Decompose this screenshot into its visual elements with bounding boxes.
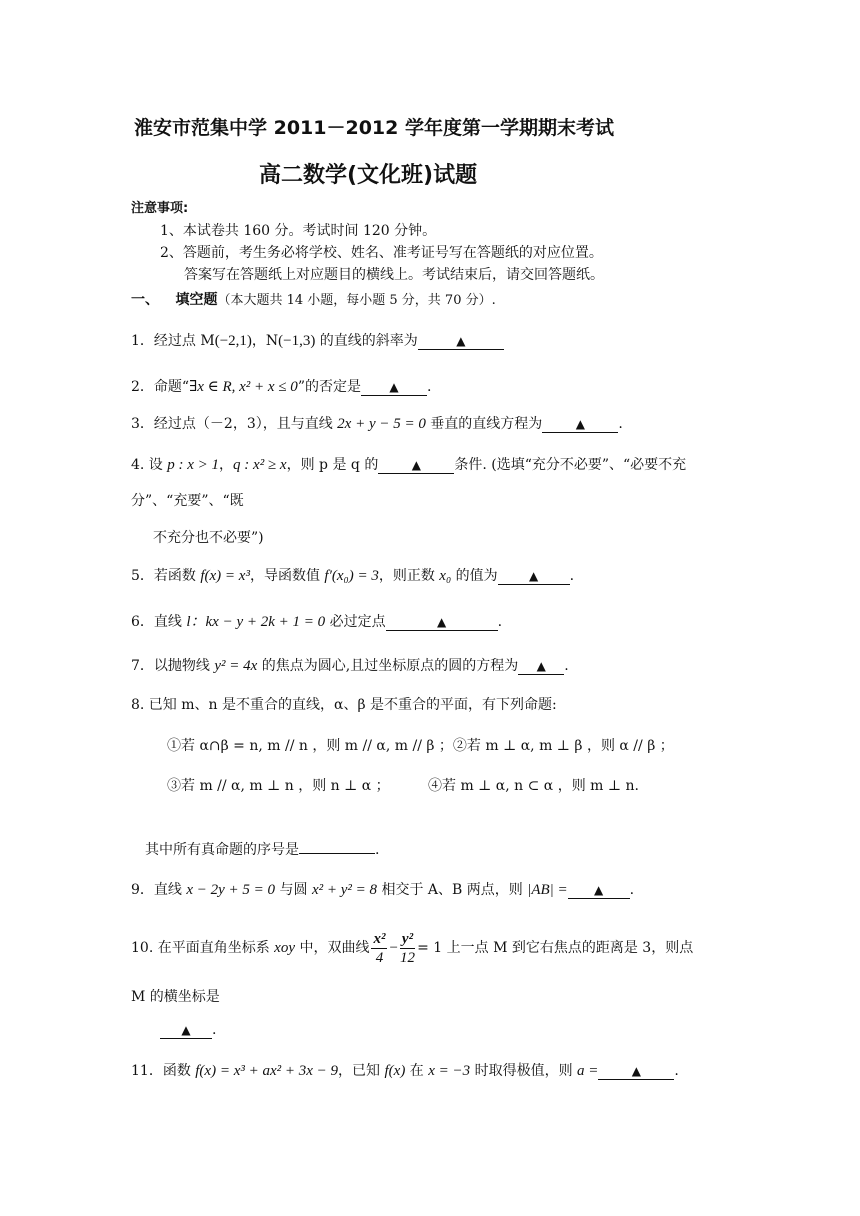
- q4-text: 4. 设: [131, 457, 168, 473]
- q5-derivative: f′(x₀) = 3: [324, 568, 379, 584]
- q4-text-3: ，则 p 是 q 的: [286, 457, 379, 473]
- q10-coordinate-system: xoy: [274, 940, 295, 956]
- q11-text: 11．函数: [131, 1063, 196, 1079]
- q7-text-2: 的焦点为圆心,且过坐标原点的圆的方程为: [257, 658, 519, 674]
- q10-fraction-x: [371, 930, 387, 967]
- q1-text-2: ，N: [251, 333, 279, 349]
- question-6: 6．直线 l：kx − y + 2k + 1 = 0 必过定点 ▲ .: [131, 614, 503, 630]
- exam-title: 淮安市范集中学 2011－2012 学年度第一学期期末考试: [134, 117, 614, 139]
- question-4-cont: 分”、“充要”、“既: [131, 493, 244, 509]
- q7-parabola: y² = 4x: [214, 658, 258, 674]
- q7-answer-blank[interactable]: [518, 658, 564, 675]
- section-label: 一、: [131, 292, 159, 308]
- q8-proposition-4: ④若 m ⊥ α, n ⊂ α ，则 m ⊥ n.: [428, 778, 639, 794]
- question-2: 2．命题“∃x ∈ R, x² + x ≤ 0”的否定是 ▲ .: [131, 379, 432, 395]
- q5-answer-blank[interactable]: [498, 568, 570, 585]
- question-9: 9．直线 x − 2y + 5 = 0 与圆 x² + y² = 8 相交于 A、B 两点，则 |AB| = ▲ .: [131, 882, 635, 898]
- q9-chord-length: |AB| =: [527, 882, 568, 898]
- triangle-icon: ▲: [594, 883, 604, 897]
- q8-answer-blank[interactable]: [299, 837, 375, 854]
- q10-answer-blank[interactable]: [160, 1022, 212, 1039]
- q6-text-2: 必过定点: [325, 614, 386, 630]
- question-10-cont: M 的横坐标是: [131, 989, 220, 1005]
- q2-formula: ∃x ∈ R, x² + x ≤ 0: [189, 379, 298, 395]
- q11-extremum-point: x = −3: [428, 1063, 471, 1079]
- q10-num-y: y²: [401, 930, 414, 947]
- q3-formula: 2x + y − 5 = 0: [337, 416, 426, 432]
- q11-variable-a: a =: [577, 1063, 599, 1079]
- q10-text-2: 中，双曲线: [295, 940, 370, 956]
- q5-text: 5．若函数: [131, 568, 201, 584]
- note-item-1: 1、本试卷共 160 分。考试时间 120 分钟。: [160, 223, 437, 239]
- triangle-icon: ▲: [529, 569, 539, 583]
- triangle-icon: ▲: [436, 615, 447, 629]
- q10-den-x: 4: [375, 949, 384, 966]
- question-8: 8. 已知 m、n 是不重合的直线，α、β 是不重合的平面，有下列命题:: [131, 697, 557, 713]
- q1-text: 1．经过点 M: [131, 333, 215, 349]
- section-desc: （本大题共 14 小题，每小题 5 分，共 70 分）.: [217, 293, 496, 308]
- q11-function: f(x) = x³ + ax² + 3x − 9: [195, 1063, 339, 1079]
- question-11: 11．函数 f(x) = x³ + ax² + 3x − 9，已知 f(x) 在 x = −3 时取得极值，则 a = ▲ .: [131, 1063, 679, 1079]
- q5-text-2: ，导函数值: [249, 568, 325, 584]
- question-4-cont-2: 不充分也不必要”): [153, 530, 264, 546]
- q1-answer-blank[interactable]: [418, 333, 504, 350]
- q11-text-3: 在: [405, 1063, 429, 1079]
- q10-text-3: = 1 上一点 M 到它右焦点的距离是 3，则点: [417, 940, 694, 956]
- triangle-icon: ▲: [389, 380, 399, 394]
- q4-condition-p: p : x > 1: [167, 457, 220, 473]
- q6-answer-blank[interactable]: [386, 614, 498, 631]
- q11-text-2: ，已知: [338, 1063, 385, 1079]
- q1-point-n: (−1,3): [278, 333, 316, 349]
- q9-line-equation: x − 2y + 5 = 0: [186, 882, 276, 898]
- q1-text-3: 的直线的斜率为: [315, 333, 418, 349]
- q7-text: 7．以抛物线: [131, 658, 215, 674]
- q8-ending: 其中所有真命题的序号是 .: [145, 837, 379, 860]
- notes-heading: 注意事项:: [131, 201, 189, 216]
- exam-subtitle: 高二数学(文化班)试题: [259, 163, 478, 188]
- q11-function-ref: f(x): [384, 1063, 406, 1079]
- q5-text-3: ，则正数: [378, 568, 440, 584]
- q4-text-2: ，: [219, 457, 234, 473]
- q8-proposition-1-2: ①若 α∩β = n, m // n ，则 m // α, m // β ；②若 m ⊥ α, m ⊥ β ，则 α // β ；: [167, 738, 674, 754]
- q1-point-m: (−2,1): [214, 333, 252, 349]
- q3-text: 3．经过点（－2，3），且与直线: [131, 416, 338, 432]
- q4-condition-q: q : x² ≥ x: [233, 457, 287, 473]
- q8-proposition-3: ③若 m // α, m ⊥ n ，则 n ⊥ α ；: [167, 778, 390, 794]
- q3-answer-blank[interactable]: [542, 416, 618, 433]
- question-3: 3．经过点（－2，3），且与直线 2x + y − 5 = 0 垂直的直线方程为 ▲ .: [131, 416, 623, 432]
- q9-circle-equation: x² + y² = 8: [311, 882, 378, 898]
- triangle-icon: ▲: [456, 334, 466, 348]
- q9-text: 9．直线: [131, 882, 187, 898]
- q9-answer-blank[interactable]: [568, 882, 630, 899]
- q11-text-4: 时取得极值，则: [470, 1063, 578, 1079]
- note-item-3: 答案写在答题纸上对应题目的横线上。考试结束后，请交回答题纸。: [184, 267, 604, 283]
- q9-text-2: 与圆: [275, 882, 312, 898]
- q11-answer-blank[interactable]: [598, 1063, 674, 1080]
- q5-function: f(x) = x³: [200, 568, 250, 584]
- triangle-icon: ▲: [411, 458, 421, 472]
- section-heading: [131, 290, 496, 311]
- triangle-icon: ▲: [631, 1064, 642, 1078]
- q10-fraction-y: [400, 930, 415, 967]
- q5-variable: x₀: [439, 568, 452, 584]
- q6-text: 6．直线: [131, 614, 187, 630]
- q2-text-2: ”的否定是: [297, 379, 361, 395]
- question-5: 5．若函数 f(x) = x³，导函数值 f′(x₀) = 3，则正数 x₀ 的值为 ▲ .: [131, 568, 575, 584]
- question-7: 7．以抛物线 y² = 4x 的焦点为圆心,且过坐标原点的圆的方程为 ▲ .: [131, 658, 569, 674]
- triangle-icon: ▲: [181, 1023, 191, 1037]
- q10-answer-line: ▲ .: [160, 1020, 216, 1040]
- q4-answer-blank[interactable]: [378, 457, 454, 474]
- question-10: 10. 在平面直角坐标系 xoy 中，双曲线 $\frac{\text{x²}}{4}$ − $\frac{\text{y²}}{12}$ = 1 上一点 M 到它右焦点的距离是 3，则点: [131, 930, 694, 966]
- q2-text: 2．命题“: [131, 379, 190, 395]
- q5-text-4: 的值为: [451, 568, 498, 584]
- triangle-icon: ▲: [536, 659, 546, 673]
- question-1: [131, 331, 504, 351]
- q8-ending-text: 其中所有真命题的序号是: [145, 842, 299, 858]
- q2-answer-blank[interactable]: [361, 379, 427, 396]
- q4-text-4: 条件. (选填“充分不必要”、“必要不充: [454, 457, 687, 473]
- q9-text-3: 相交于 A、B 两点，则: [377, 882, 528, 898]
- q6-line-equation: l：kx − y + 2k + 1 = 0: [186, 614, 326, 630]
- q10-text: 10. 在平面直角坐标系: [131, 940, 275, 956]
- triangle-icon: ▲: [575, 417, 585, 431]
- question-4: [131, 455, 686, 475]
- q10-den-y: 12: [400, 949, 415, 966]
- q10-num-x: x²: [373, 930, 386, 947]
- section-title: 填空题: [175, 292, 218, 308]
- q3-text-2: 垂直的直线方程为: [425, 416, 543, 432]
- note-item-2: 2、答题前，考生务必将学校、姓名、准考证号写在答题纸的对应位置。: [160, 245, 603, 261]
